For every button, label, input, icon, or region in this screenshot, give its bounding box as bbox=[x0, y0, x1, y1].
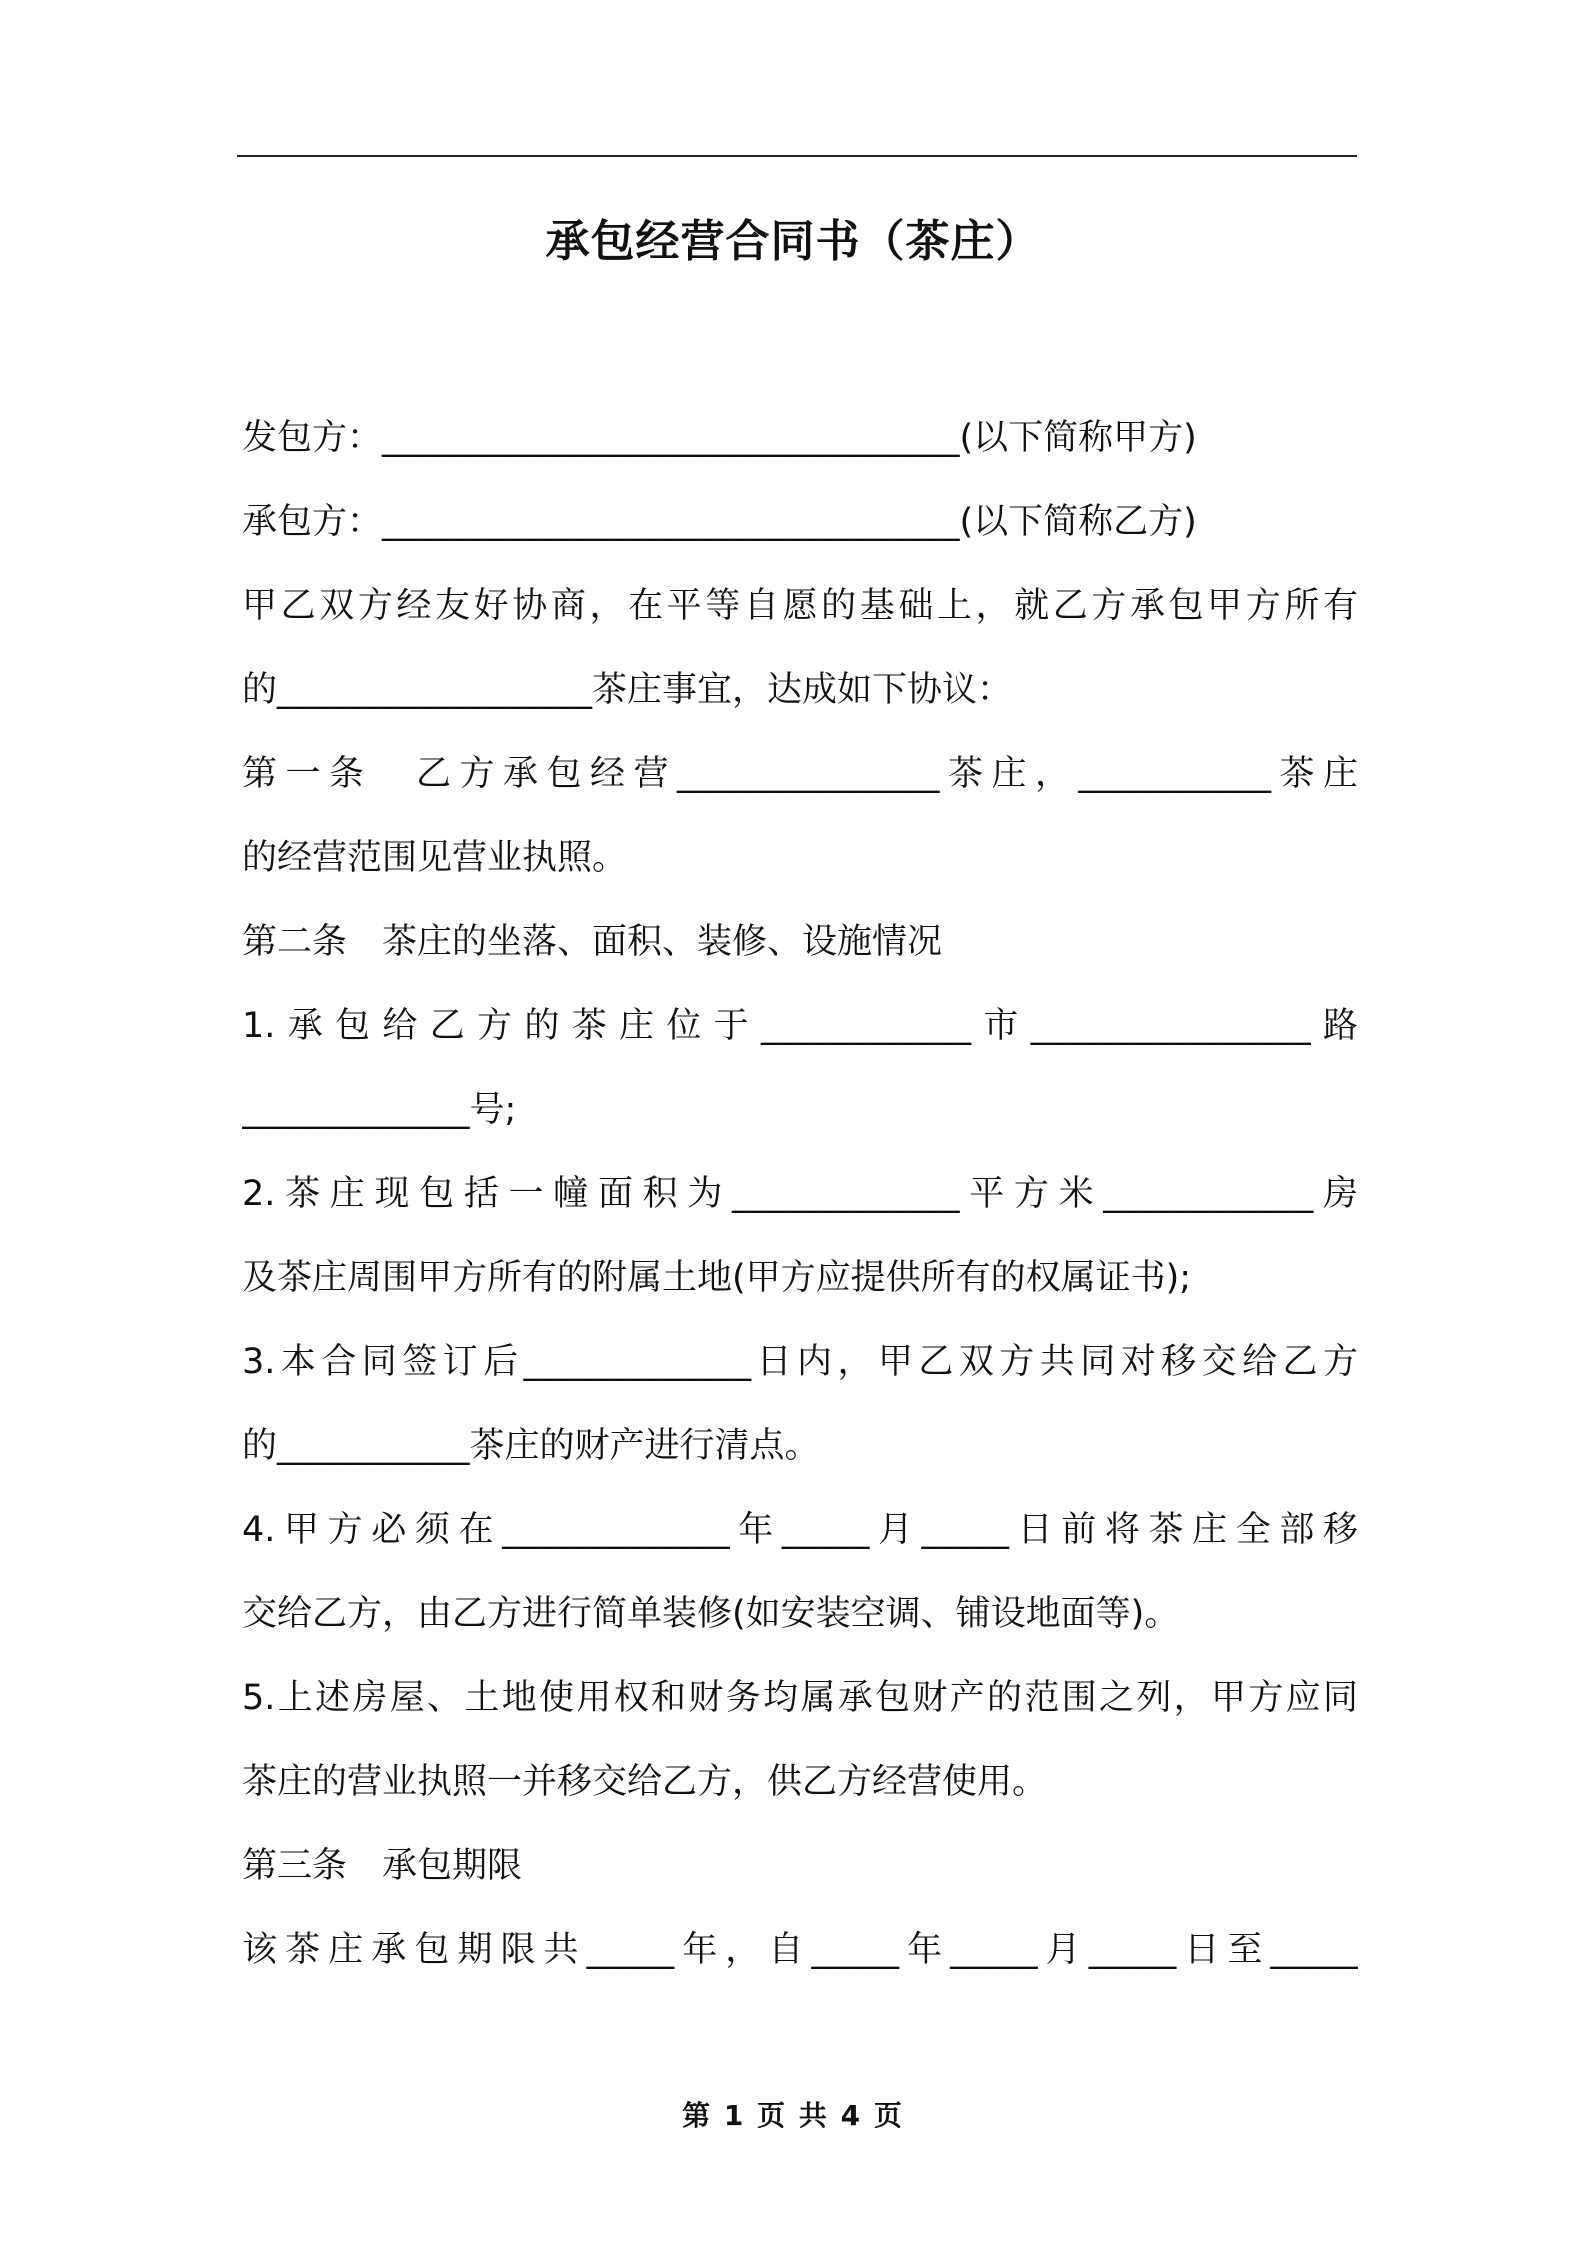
clause-line: 5.上述房屋、土地使用权和财务均属承包财产的范围之列，甲方应同 bbox=[242, 1678, 1358, 1718]
clause-line: 4.甲方必须在_____________年_____月_____日前将茶庄全部移 bbox=[242, 1510, 1358, 1550]
party-a-line: 发包方：_________________________________(以下简称甲方) bbox=[242, 418, 1197, 458]
document-body bbox=[242, 404, 1358, 2000]
page-number-footer: 第 1 页 共 4 页 bbox=[682, 2099, 904, 2132]
clause-line: _____________号; bbox=[242, 1090, 517, 1130]
clause-line: 及茶庄周围甲方所有的附属土地(甲方应提供所有的权属证书); bbox=[242, 1258, 1192, 1298]
preamble-line: 的__________________茶庄事宜，达成如下协议： bbox=[242, 670, 1013, 710]
article-two-heading: 第二条 茶庄的坐落、面积、装修、设施情况 bbox=[242, 922, 943, 962]
header-rule bbox=[237, 155, 1357, 157]
article-three-heading: 第三条 承包期限 bbox=[242, 1846, 523, 1886]
clause-line: 2.茶庄现包括一幢面积为_____________平方米____________房 bbox=[242, 1174, 1358, 1214]
preamble-line: 甲乙双方经友好协商，在平等自愿的基础上，就乙方承包甲方所有 bbox=[242, 586, 1358, 626]
party-b-line: 承包方：_________________________________(以下简称乙方) bbox=[242, 502, 1197, 542]
document-title: 承包经营合同书（茶庄） bbox=[545, 216, 1041, 267]
clause-line: 1.承包给乙方的茶庄位于____________市________________路 bbox=[242, 1006, 1358, 1046]
article-one-line: 的经营范围见营业执照。 bbox=[242, 838, 628, 878]
clause-line: 交给乙方，由乙方进行简单装修(如安装空调、铺设地面等)。 bbox=[242, 1594, 1180, 1634]
clause-line: 的___________茶庄的财产进行清点。 bbox=[242, 1426, 820, 1466]
article-one-line: 第一条 乙方承包经营_______________茶庄，___________茶庄 bbox=[242, 754, 1358, 794]
term-line: 该茶庄承包期限共_____年，自_____年_____月_____日至_____ bbox=[242, 1930, 1358, 1970]
clause-line: 茶庄的营业执照一并移交给乙方，供乙方经营使用。 bbox=[242, 1762, 1048, 1802]
clause-line: 3.本合同签订后_____________日内，甲乙双方共同对移交给乙方 bbox=[242, 1342, 1358, 1382]
